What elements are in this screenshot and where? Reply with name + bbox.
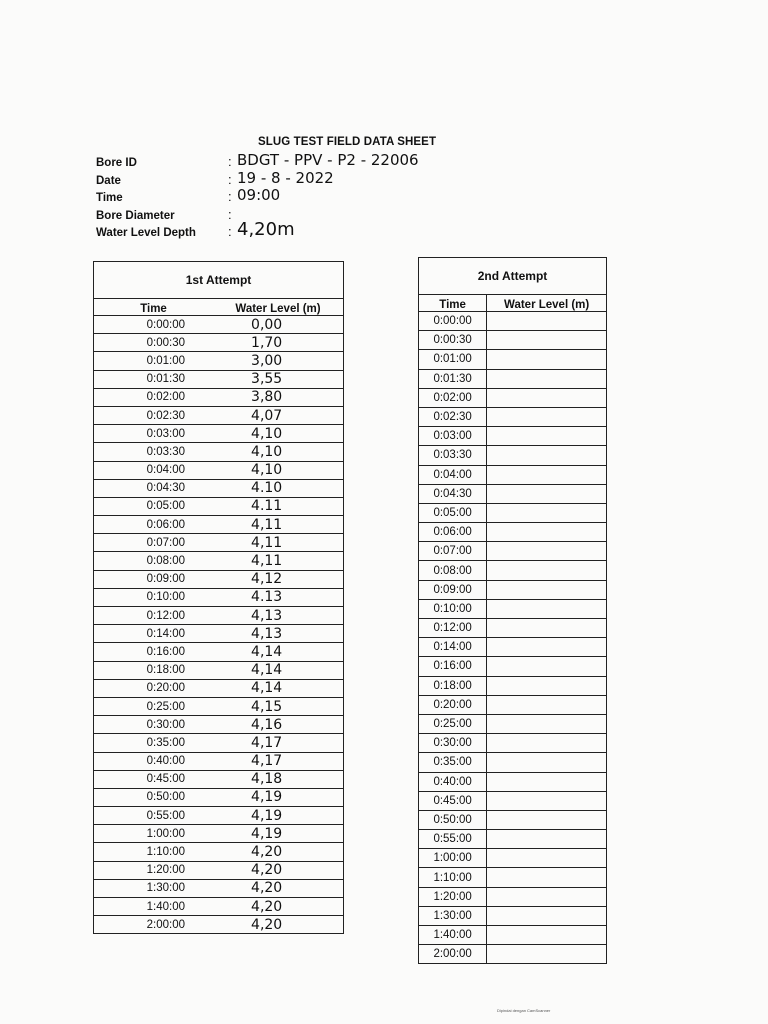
- water-level-cell: 4,20: [213, 898, 343, 916]
- water-level-cell: 4,13: [213, 625, 343, 643]
- water-level-cell: [487, 542, 607, 561]
- time-cell: 0:30:00: [94, 716, 214, 734]
- water-level-cell: [487, 714, 607, 733]
- water-level-cell: [487, 791, 607, 810]
- time-cell: 0:07:00: [94, 534, 214, 552]
- water-level-cell: 4,10: [213, 461, 343, 479]
- time-cell: 1:10:00: [419, 868, 487, 887]
- water-level-cell: [487, 561, 607, 580]
- water-level-cell: 4,10: [213, 443, 343, 461]
- water-level-cell: 4,11: [213, 534, 343, 552]
- table-row: [419, 427, 607, 446]
- date-value: 19 - 8 - 2022: [237, 168, 334, 187]
- table-row: [94, 879, 344, 897]
- table-row: [94, 916, 344, 934]
- table-row: [94, 370, 344, 388]
- water-level-cell: [487, 676, 607, 695]
- time-cell: 0:00:00: [419, 312, 487, 331]
- water-level-cell: 4,20: [213, 843, 343, 861]
- water-level-cell: [487, 388, 607, 407]
- water-level-cell: 4,19: [213, 825, 343, 843]
- first-attempt-level-header: Water Level (m): [213, 299, 343, 316]
- table-row: [419, 503, 607, 522]
- table-row: [94, 843, 344, 861]
- second-attempt-table: [418, 257, 607, 964]
- time-cell: 1:40:00: [94, 898, 214, 916]
- table-row: [419, 945, 607, 964]
- table-row: [94, 643, 344, 661]
- time-cell: 0:55:00: [94, 807, 214, 825]
- table-row: [94, 661, 344, 679]
- date-label: Date: [96, 174, 121, 187]
- time-cell: 0:12:00: [94, 607, 214, 625]
- table-row: [94, 552, 344, 570]
- table-row: [419, 676, 607, 695]
- table-row: [419, 312, 607, 331]
- water-level-cell: [487, 523, 607, 542]
- time-cell: 0:00:30: [419, 331, 487, 350]
- water-level-cell: 4,20: [213, 861, 343, 879]
- water-level-cell: 3,80: [213, 388, 343, 406]
- table-row: [94, 716, 344, 734]
- table-row: [419, 484, 607, 503]
- water-level-cell: 4,11: [213, 552, 343, 570]
- table-row: [419, 734, 607, 753]
- time-cell: 1:10:00: [94, 843, 214, 861]
- table-row: [419, 407, 607, 426]
- water-level-cell: 4,17: [213, 752, 343, 770]
- table-row: [419, 388, 607, 407]
- table-row: [419, 580, 607, 599]
- table-row: [419, 791, 607, 810]
- table-row: [419, 331, 607, 350]
- time-cell: 0:18:00: [94, 661, 214, 679]
- time-cell: 1:20:00: [94, 861, 214, 879]
- time-cell: 1:20:00: [419, 887, 487, 906]
- water-level-cell: [487, 734, 607, 753]
- time-cell: 0:03:30: [419, 446, 487, 465]
- table-row: [419, 369, 607, 388]
- table-row: [94, 788, 344, 806]
- time-cell: 1:00:00: [94, 825, 214, 843]
- time-cell: 0:08:00: [419, 561, 487, 580]
- water-level-cell: [487, 465, 607, 484]
- time-cell: 0:06:00: [419, 523, 487, 542]
- bore-id-value: BDGT - PPV - P2 - 22006: [237, 151, 419, 169]
- table-row: [94, 516, 344, 534]
- water-level-cell: 4,14: [213, 661, 343, 679]
- table-row: [94, 697, 344, 715]
- table-row: [94, 497, 344, 515]
- water-level-cell: 4,14: [213, 643, 343, 661]
- table-row: [419, 906, 607, 925]
- time-cell: 0:04:00: [94, 461, 214, 479]
- table-row: [419, 714, 607, 733]
- water-level-cell: 4,16: [213, 716, 343, 734]
- table-row: [419, 830, 607, 849]
- water-level-cell: [487, 638, 607, 657]
- table-row: [94, 334, 344, 352]
- table-row: [94, 388, 344, 406]
- water-level-cell: [487, 830, 607, 849]
- water-level-cell: [487, 887, 607, 906]
- table-row: [419, 446, 607, 465]
- water-level-cell: 4,17: [213, 734, 343, 752]
- time-cell: 0:20:00: [419, 695, 487, 714]
- time-cell: 0:02:00: [419, 388, 487, 407]
- time-cell: 1:40:00: [419, 926, 487, 945]
- table-row: [94, 588, 344, 606]
- time-cell: 0:16:00: [94, 643, 214, 661]
- water-level-cell: 4,13: [213, 607, 343, 625]
- table-row: [94, 625, 344, 643]
- table-row: [94, 461, 344, 479]
- water-level-depth-label: Water Level Depth: [96, 227, 196, 239]
- scanner-footer: Dipindai dengan CamScanner: [497, 1008, 551, 1013]
- water-level-cell: 3,00: [213, 352, 343, 370]
- water-level-cell: [487, 906, 607, 925]
- bore-diameter-label: Bore Diameter: [96, 209, 175, 222]
- table-row: [94, 807, 344, 825]
- table-row: [419, 619, 607, 638]
- time-cell: 1:30:00: [94, 879, 214, 897]
- time-cell: 0:10:00: [419, 599, 487, 618]
- table-row: [94, 534, 344, 552]
- water-level-cell: [487, 619, 607, 638]
- table-row: [94, 825, 344, 843]
- table-row: [94, 898, 344, 916]
- water-level-cell: [487, 753, 607, 772]
- time-cell: 0:01:30: [419, 369, 487, 388]
- water-level-cell: [487, 407, 607, 426]
- water-level-cell: [487, 331, 607, 350]
- time-cell: 0:09:00: [419, 580, 487, 599]
- time-cell: 0:40:00: [419, 772, 487, 791]
- table-row: [94, 316, 344, 334]
- table-row: [94, 425, 344, 443]
- time-cell: 0:55:00: [419, 830, 487, 849]
- water-level-depth-value: 4,20m: [237, 219, 295, 240]
- time-cell: 0:04:00: [419, 465, 487, 484]
- time-cell: 0:30:00: [419, 734, 487, 753]
- water-level-cell: 0,00: [213, 316, 343, 334]
- water-level-cell: 3,55: [213, 370, 343, 388]
- water-level-cell: 4,19: [213, 788, 343, 806]
- first-attempt-time-header: Time: [94, 299, 214, 316]
- table-row: [419, 849, 607, 868]
- second-attempt-level-header: Water Level (m): [487, 295, 607, 312]
- table-row: [419, 810, 607, 829]
- time-cell: 0:01:00: [419, 350, 487, 369]
- time-label: Time: [96, 192, 123, 204]
- time-cell: 0:03:00: [419, 427, 487, 446]
- time-cell: 0:14:00: [419, 638, 487, 657]
- table-row: [94, 443, 344, 461]
- time-cell: 0:45:00: [94, 770, 214, 788]
- time-cell: 0:03:00: [94, 425, 214, 443]
- table-row: [419, 561, 607, 580]
- water-level-cell: [487, 446, 607, 465]
- water-level-cell: [487, 772, 607, 791]
- table-row: [419, 465, 607, 484]
- water-level-cell: [487, 599, 607, 618]
- water-level-cell: [487, 868, 607, 887]
- time-cell: 0:05:00: [419, 503, 487, 522]
- time-cell: 0:04:30: [419, 484, 487, 503]
- table-row: [94, 679, 344, 697]
- water-level-cell: 4,14: [213, 679, 343, 697]
- water-level-cell: [487, 484, 607, 503]
- water-level-cell: 4,20: [213, 879, 343, 897]
- water-level-cell: [487, 657, 607, 676]
- water-level-cell: [487, 926, 607, 945]
- time-cell: 0:10:00: [94, 588, 214, 606]
- time-cell: 0:01:00: [94, 352, 214, 370]
- time-cell: 0:40:00: [94, 752, 214, 770]
- table-row: [419, 523, 607, 542]
- time-cell: 2:00:00: [94, 916, 214, 934]
- water-level-cell: [487, 427, 607, 446]
- time-cell: 0:12:00: [419, 619, 487, 638]
- water-level-cell: 1,70: [213, 334, 343, 352]
- table-row: [419, 868, 607, 887]
- time-cell: 1:30:00: [419, 906, 487, 925]
- time-cell: 0:35:00: [94, 734, 214, 752]
- time-cell: 0:35:00: [419, 753, 487, 772]
- water-level-cell: [487, 695, 607, 714]
- second-attempt-title: 2nd Attempt: [419, 258, 607, 295]
- time-cell: 0:02:30: [419, 407, 487, 426]
- time-cell: 0:07:00: [419, 542, 487, 561]
- table-row: [94, 607, 344, 625]
- water-level-cell: [487, 503, 607, 522]
- first-attempt-title: 1st Attempt: [94, 262, 344, 299]
- water-level-cell: [487, 369, 607, 388]
- water-level-cell: [487, 580, 607, 599]
- table-row: [419, 350, 607, 369]
- time-value: 09:00: [237, 186, 281, 204]
- water-level-cell: 4,10: [213, 425, 343, 443]
- time-cell: 0:45:00: [419, 791, 487, 810]
- water-level-cell: [487, 312, 607, 331]
- time-cell: 0:00:00: [94, 316, 214, 334]
- water-level-cell: [487, 945, 607, 964]
- time-cell: 0:25:00: [419, 714, 487, 733]
- time-cell: 0:50:00: [419, 810, 487, 829]
- time-cell: 0:16:00: [419, 657, 487, 676]
- time-cell: 1:00:00: [419, 849, 487, 868]
- time-cell: 0:03:30: [94, 443, 214, 461]
- time-cell: 0:00:30: [94, 334, 214, 352]
- time-cell: 0:18:00: [419, 676, 487, 695]
- time-cell: 0:02:30: [94, 406, 214, 424]
- water-level-cell: 4,12: [213, 570, 343, 588]
- second-attempt-time-header: Time: [419, 295, 487, 312]
- water-level-cell: [487, 350, 607, 369]
- time-cell: 0:05:00: [94, 497, 214, 515]
- table-row: [419, 753, 607, 772]
- table-row: [419, 926, 607, 945]
- time-cell: 0:02:00: [94, 388, 214, 406]
- time-cell: 0:14:00: [94, 625, 214, 643]
- water-level-cell: 4.10: [213, 479, 343, 497]
- table-row: [94, 406, 344, 424]
- water-level-cell: [487, 810, 607, 829]
- time-cell: 0:25:00: [94, 697, 214, 715]
- table-row: [94, 479, 344, 497]
- time-cell: 0:04:30: [94, 479, 214, 497]
- water-level-cell: 4,19: [213, 807, 343, 825]
- table-row: [419, 638, 607, 657]
- time-cell: 0:08:00: [94, 552, 214, 570]
- time-cell: 0:06:00: [94, 516, 214, 534]
- water-level-cell: [487, 849, 607, 868]
- water-level-cell: 4,18: [213, 770, 343, 788]
- table-row: [94, 734, 344, 752]
- bore-id-label: Bore ID: [96, 157, 137, 169]
- table-row: [94, 352, 344, 370]
- table-row: [419, 772, 607, 791]
- table-row: [419, 542, 607, 561]
- table-row: [94, 770, 344, 788]
- time-cell: 0:20:00: [94, 679, 214, 697]
- time-cell: 0:01:30: [94, 370, 214, 388]
- table-row: [419, 887, 607, 906]
- table-row: [94, 570, 344, 588]
- time-cell: 0:09:00: [94, 570, 214, 588]
- water-level-cell: 4,15: [213, 697, 343, 715]
- first-attempt-table: [93, 261, 344, 934]
- water-level-cell: 4,07: [213, 406, 343, 424]
- table-row: [419, 695, 607, 714]
- water-level-cell: 4.13: [213, 588, 343, 606]
- water-level-cell: 4.11: [213, 497, 343, 515]
- table-row: [94, 861, 344, 879]
- time-cell: 2:00:00: [419, 945, 487, 964]
- table-row: [94, 752, 344, 770]
- water-level-cell: 4,20: [213, 916, 343, 934]
- table-row: [419, 599, 607, 618]
- time-cell: 0:50:00: [94, 788, 214, 806]
- sheet-title: SLUG TEST FIELD DATA SHEET: [258, 136, 437, 148]
- water-level-cell: 4,11: [213, 516, 343, 534]
- table-row: [419, 657, 607, 676]
